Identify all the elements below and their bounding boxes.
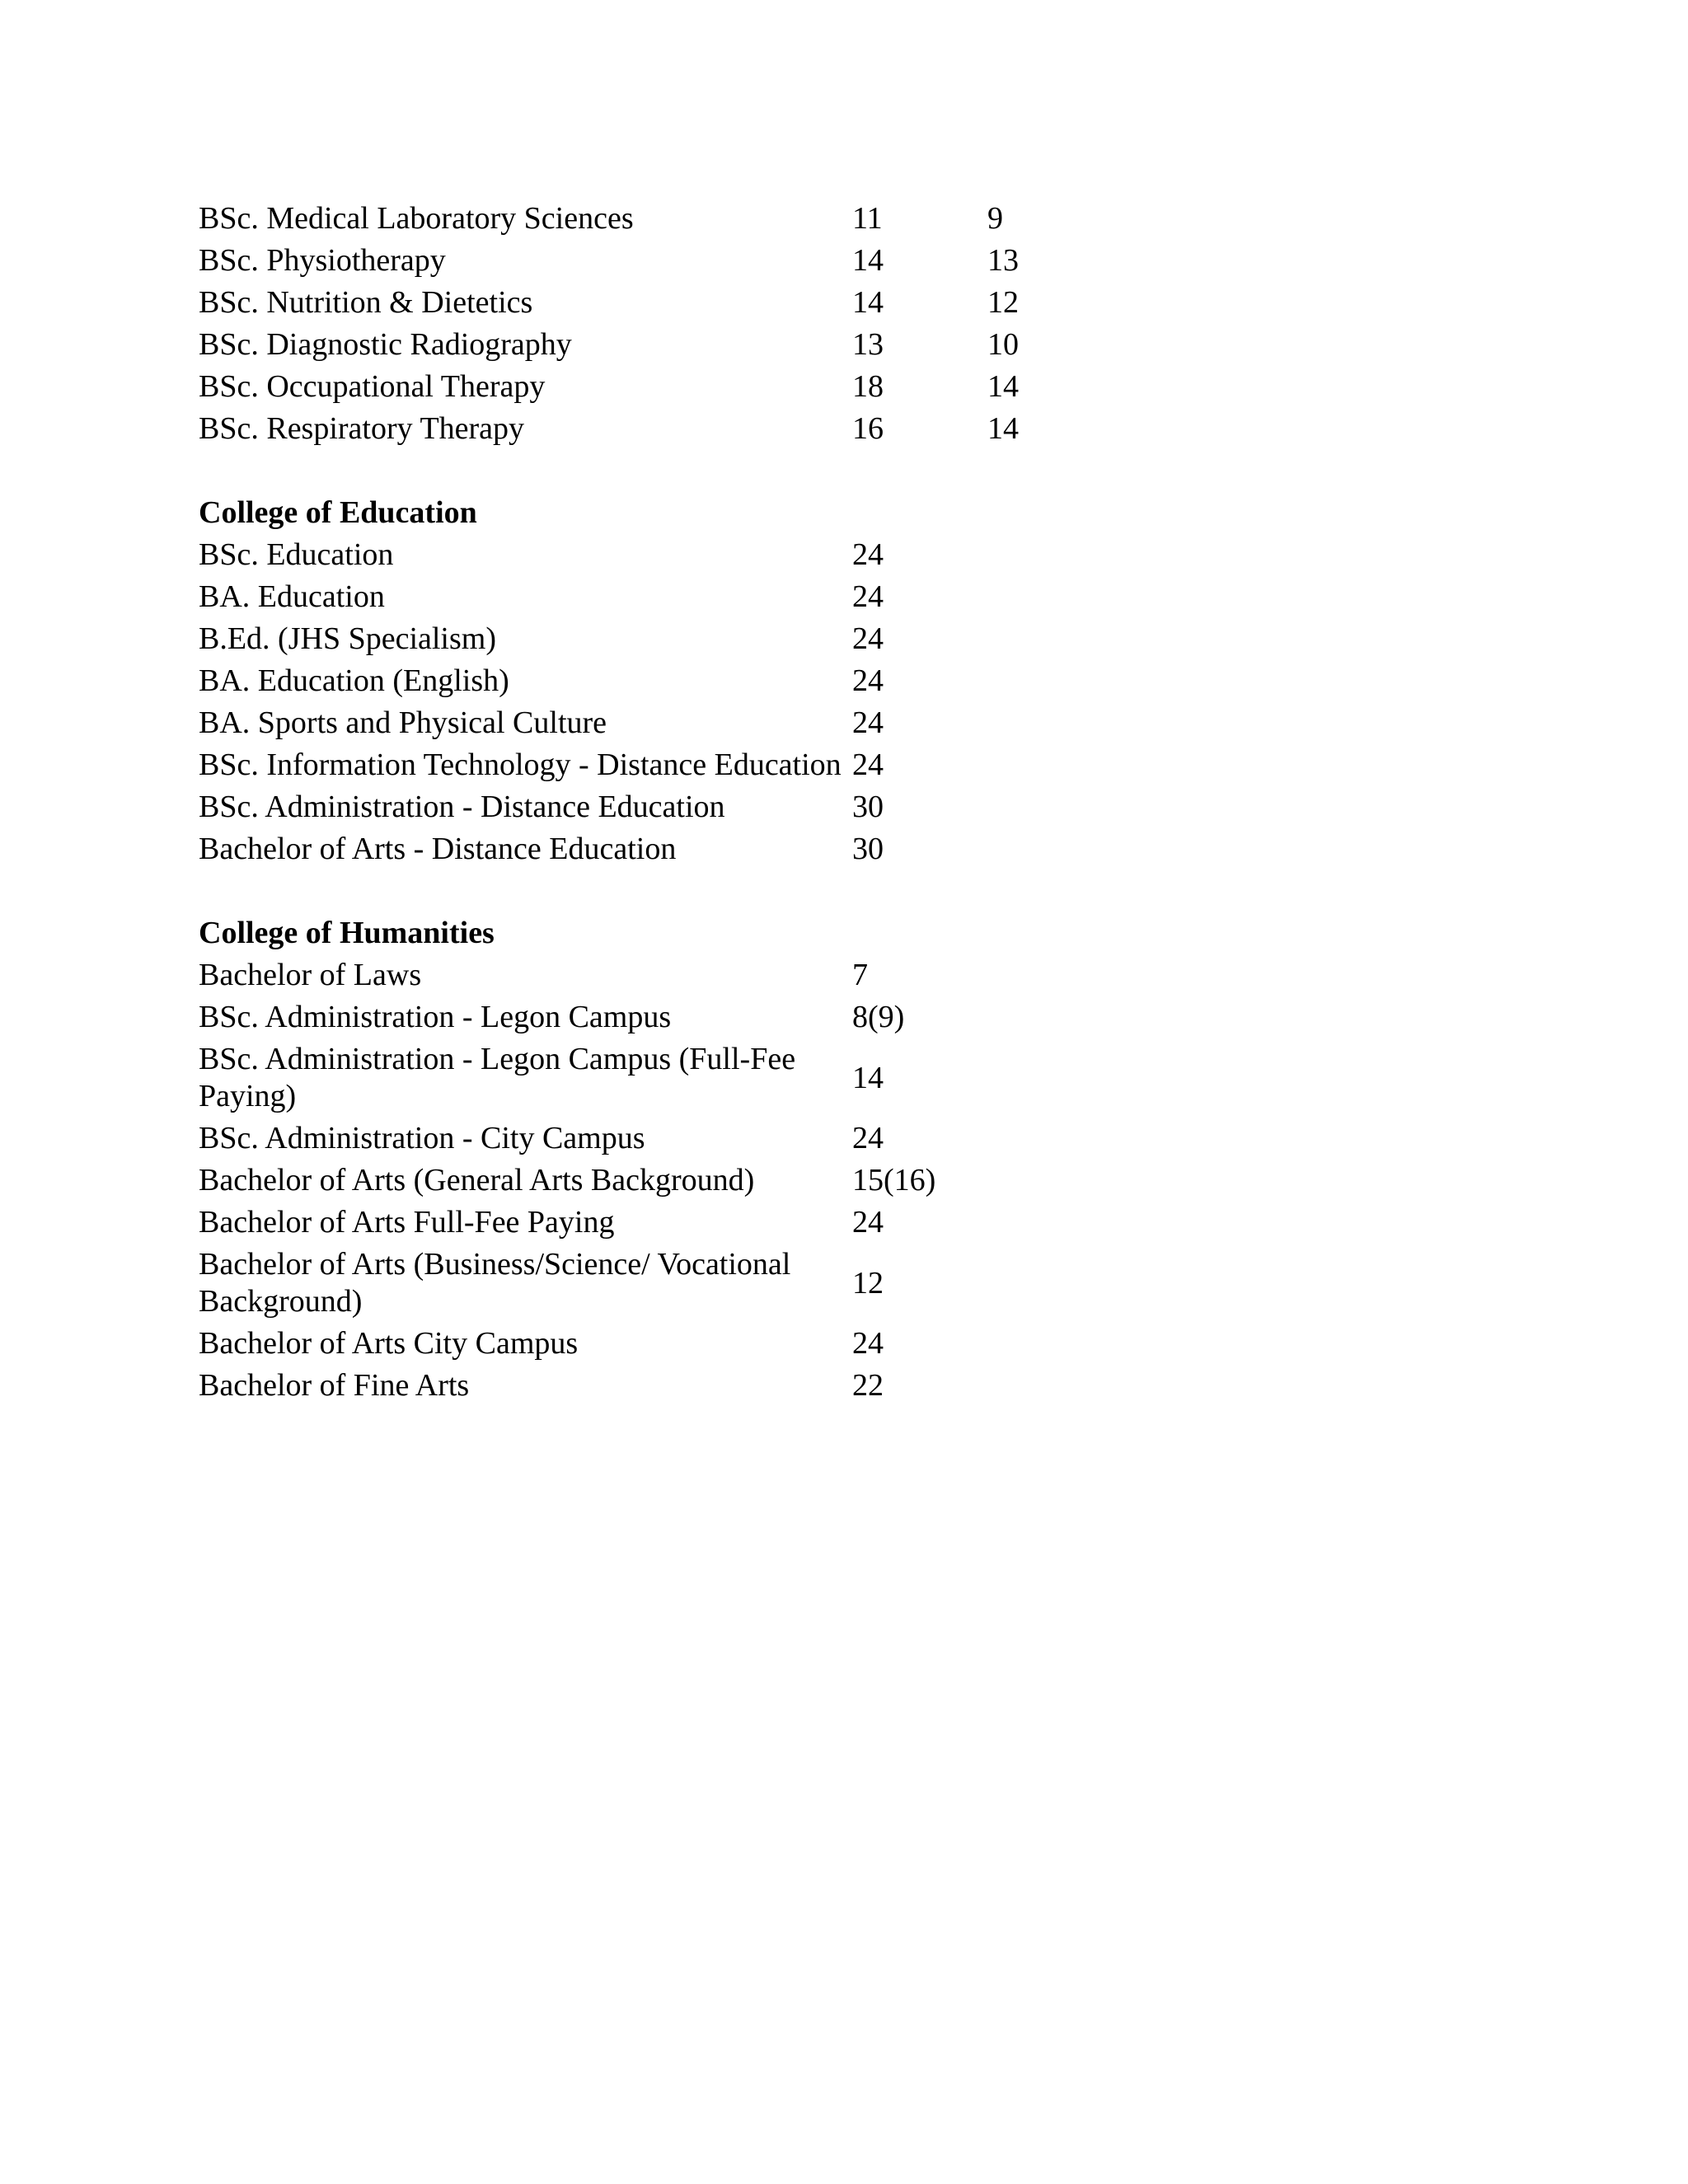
table-row [199, 1365, 1122, 1407]
cutoff-value-secondary: 12 [987, 285, 1019, 320]
table-row [199, 660, 1122, 702]
cutoff-value: 22 [852, 1368, 884, 1403]
program-name: BSc. Administration - Legon Campus [199, 1000, 672, 1034]
table-row [199, 198, 1122, 240]
table-row [199, 954, 1122, 996]
section-heading: College of Humanities [199, 916, 495, 950]
program-name: Bachelor of Arts (General Arts Background) [199, 1163, 755, 1197]
program-name: BSc. Occupational Therapy [199, 369, 546, 404]
cutoff-value: 14 [852, 1060, 884, 1095]
program-name: BSc. Education [199, 537, 394, 572]
cutoff-value: 16 [852, 411, 884, 446]
table-row [199, 1038, 1122, 1118]
program-name: BSc. Administration - Legon Campus (Full-Fee Paying) [199, 1042, 796, 1113]
program-name: BA. Education [199, 579, 385, 614]
cutoff-value: 30 [852, 790, 884, 824]
cutoff-value-secondary: 10 [987, 327, 1019, 362]
table-row [199, 1118, 1122, 1160]
table-row [199, 828, 1122, 870]
program-name: BSc. Medical Laboratory Sciences [199, 201, 634, 236]
cutoff-value-secondary: 14 [987, 411, 1019, 446]
table-row [199, 366, 1122, 408]
table-row [199, 618, 1122, 660]
cutoff-value: 18 [852, 369, 884, 404]
program-name: Bachelor of Arts - Distance Education [199, 832, 677, 866]
table-row [199, 1202, 1122, 1244]
cutoff-value: 14 [852, 243, 884, 278]
program-name: Bachelor of Arts Full-Fee Paying [199, 1205, 615, 1240]
cutoff-value-secondary: 14 [987, 369, 1019, 404]
section-heading: College of Education [199, 495, 477, 530]
program-name: BA. Sports and Physical Culture [199, 705, 607, 740]
table-row [199, 534, 1122, 576]
cutoff-value: 24 [852, 537, 884, 572]
program-name: BSc. Administration - City Campus [199, 1121, 645, 1155]
cutoff-value: 8(9) [852, 1000, 905, 1034]
section-spacer [199, 450, 1122, 492]
section-college-of-education [199, 492, 1122, 870]
cutoff-value: 13 [852, 327, 884, 362]
program-name: BSc. Nutrition & Dietetics [199, 285, 533, 320]
cutoff-value-secondary: 13 [987, 243, 1019, 278]
cutoff-value: 24 [852, 705, 884, 740]
program-name: BSc. Diagnostic Radiography [199, 327, 572, 362]
table-row [199, 996, 1122, 1038]
table-row [199, 282, 1122, 324]
section-spacer [199, 870, 1122, 912]
cutoff-value: 24 [852, 579, 884, 614]
program-name: BSc. Information Technology - Distance Education [199, 748, 842, 782]
cutoff-value: 12 [852, 1265, 884, 1301]
table-row [199, 324, 1122, 366]
cutoff-value: 24 [852, 1326, 884, 1361]
program-name: Bachelor of Laws [199, 958, 422, 992]
cutoff-value: 24 [852, 1205, 884, 1240]
table-row [199, 702, 1122, 744]
program-name: Bachelor of Arts City Campus [199, 1326, 579, 1361]
cutoff-value: 24 [852, 663, 884, 698]
cutoff-value: 7 [852, 958, 868, 992]
table-row [199, 408, 1122, 450]
table-row [199, 1244, 1122, 1323]
program-name: B.Ed. (JHS Specialism) [199, 621, 496, 656]
table-row [199, 240, 1122, 282]
section-health-sciences [199, 198, 1122, 450]
program-name: BA. Education (English) [199, 663, 509, 698]
program-name: BSc. Physiotherapy [199, 243, 446, 278]
table-row [199, 786, 1122, 828]
cutoff-value: 14 [852, 285, 884, 320]
table-row [199, 1160, 1122, 1202]
program-name: Bachelor of Fine Arts [199, 1368, 470, 1403]
cutoff-value-secondary: 9 [987, 201, 1003, 236]
program-name: BSc. Administration - Distance Education [199, 790, 725, 824]
cutoff-value: 24 [852, 621, 884, 656]
program-name: BSc. Respiratory Therapy [199, 411, 525, 446]
table-row [199, 576, 1122, 618]
section-college-of-humanities [199, 912, 1122, 1407]
table-row [199, 744, 1122, 786]
table-row [199, 1323, 1122, 1365]
cutoff-value: 24 [852, 1121, 884, 1155]
cutoff-value: 30 [852, 832, 884, 866]
program-name: Bachelor of Arts (Business/Science/ Vocational Background) [199, 1247, 791, 1319]
cutoff-value: 11 [852, 201, 883, 236]
document-page [199, 198, 1122, 1407]
cutoff-value: 15(16) [852, 1163, 936, 1197]
cutoff-value: 24 [852, 748, 884, 782]
